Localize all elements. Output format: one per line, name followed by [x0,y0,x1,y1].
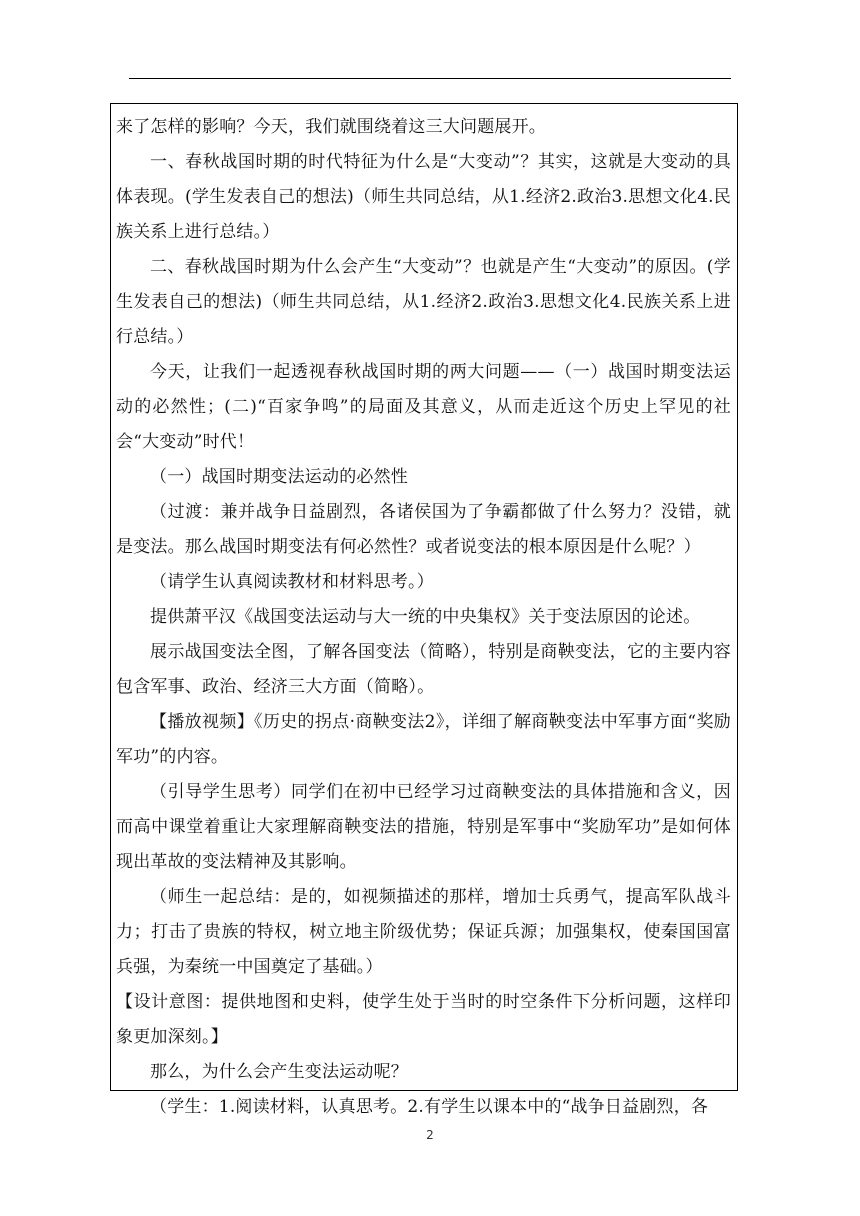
document-body [116,110,731,1125]
paragraph: （学生：1.阅读材料，认真思考。2.有学生以课本中的“战争日益剧烈，各 [150,1097,709,1117]
header-rule [129,78,731,79]
page-number: 2 [426,1128,434,1142]
paragraph: （过渡：兼并战争日益剧烈，各诸侯国为了争霸都做了什么努力？没错，就是变法。那么战国时期变法有何必然性？或者说变法的根本原因是什么呢？） [116,502,731,557]
paragraph: （引导学生思考）同学们在初中已经学习过商鞅变法的具体措施和含义，因而高中课堂着重让大家理解商鞅变法的措施，特别是军事中“奖励军功”是如何体现出革故的变法精神及其影响。 [116,782,731,872]
paragraph: 一、春秋战国时期的时代特征为什么是“大变动”？其实，这就是大变动的具体表现。(学生发表自己的想法)（师生共同总结，从1.经济2.政治3.思想文化4.民族关系上进行总结。） [116,152,731,242]
paragraph: 【设计意图：提供地图和史料，使学生处于当时的时空条件下分析问题，这样印象更加深刻。】 [116,992,731,1047]
paragraph: 提供萧平汉《战国变法运动与大一统的中央集权》关于变法原因的论述。 [150,607,701,627]
paragraph: 【播放视频】《历史的拐点·商鞅变法2》，详细了解商鞅变法中军事方面“奖励军功”的内容。 [116,712,731,767]
paragraph: （请学生认真阅读教材和材料思考。） [150,572,434,592]
paragraph: 来了怎样的影响？今天，我们就围绕着这三大问题展开。 [116,117,546,137]
table-cell-frame [110,103,738,1117]
paragraph: （师生一起总结：是的，如视频描述的那样，增加士兵勇气，提高军队战斗力；打击了贵族的特权，树立地主阶级优势；保证兵源；加强集权，使秦国国富兵强，为秦统一中国奠定了基础。） [116,887,731,977]
paragraph: 今天，让我们一起透视春秋战国时期的两大问题——（一）战国时期变法运动的必然性；(二)“百家争鸣”的局面及其意义，从而走近这个历史上罕见的社会“大变动”时代！ [116,362,731,452]
paragraph: （一）战国时期变法运动的必然性 [150,467,408,487]
paragraph: 展示战国变法全图，了解各国变法（简略），特别是商鞅变法，它的主要内容包含军事、政治、经济三大方面（简略）。 [116,642,731,697]
paragraph: 那么，为什么会产生变法运动呢？ [150,1062,408,1082]
paragraph: 二、春秋战国时期为什么会产生“大变动”？也就是产生“大变动”的原因。(学生发表自己的想法)（师生共同总结，从1.经济2.政治3.思想文化4.民族关系上进行总结。） [116,257,731,347]
